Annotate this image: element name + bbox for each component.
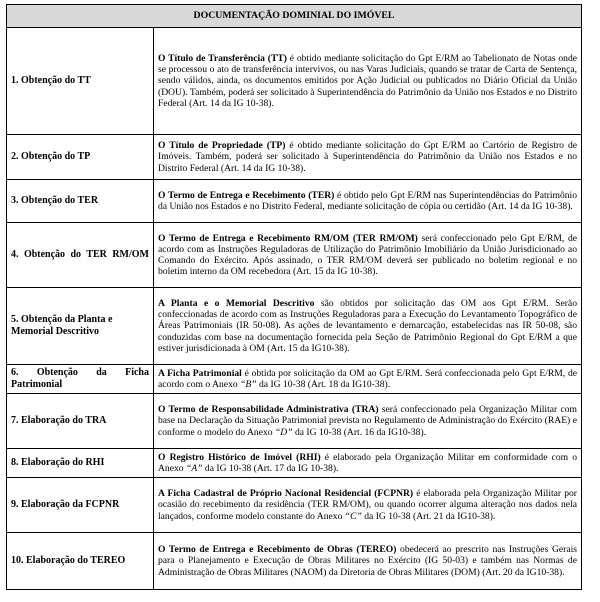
annex-ref: “C” xyxy=(344,510,362,522)
annex-ref: “B” xyxy=(240,379,257,390)
table-title: DOCUMENTAÇÃO DOMINIAL DO IMÓVEL xyxy=(7,5,582,28)
row-text: da IG 10-38 (Art. 16 da IG10-38). xyxy=(292,426,427,438)
row-lead-term: O Termo de Responsabilidade Administrativa (TRA) xyxy=(158,404,379,416)
row-label: 10. Elaboração do TEREO xyxy=(7,533,154,590)
row-description xyxy=(154,394,582,449)
row-lead-term: A Ficha Cadastral de Próprio Nacional Residencial (FCPNR) xyxy=(158,488,414,500)
documentation-table xyxy=(6,4,582,590)
row-label: 7. Elaboração do TRA xyxy=(7,394,154,449)
row-label: 4. Obtenção do TER RM/OM xyxy=(7,223,154,288)
row-lead-term: A Planta e o Memorial Descritivo xyxy=(158,298,315,310)
table-row xyxy=(7,180,582,223)
row-text: é obtido pelo Gpt E/RM nas Superintendências do Patrimônio da União nos Estados e no Distrito Federal, mediante solicitação de cópia ou certidão (Art. 14 da IG 10-38). xyxy=(158,189,577,212)
row-lead-term: A Ficha Patrimonial xyxy=(158,367,242,379)
row-text: da IG 10-38 (Art. 21 da IG10-38). xyxy=(361,510,496,522)
row-text: da IG 10-38 (Art. 17 da IG 10-38). xyxy=(202,463,339,474)
row-label: 3. Obtenção do TER xyxy=(7,180,154,223)
row-text: será confeccionado pela Organização Militar com base na Declaração da Situação Patrimonial prevista no Regulamento de Administração do Exército (RAE) e conforme o modelo do Anexo xyxy=(158,404,577,438)
row-label: 1. Obtenção do TT xyxy=(7,28,154,135)
row-label: 6. Obtenção da Ficha Patrimonial xyxy=(7,365,154,394)
row-text: da IG 10-38 (Art. 18 da IG10-38). xyxy=(256,379,391,390)
row-text: é elaborada pela Organização Militar por ocasião do recebimento da residência (TER RM/OM), ou quando ocorrer alguma alteração nos dados nela lançados, conforme modelo constante do Anexo xyxy=(158,488,577,522)
annex-ref: “A” xyxy=(185,463,203,474)
row-description xyxy=(154,135,582,180)
row-description xyxy=(154,533,582,590)
row-lead-term: O Termo de Entrega e Recebimento RM/OM (TER RM/OM) xyxy=(158,232,418,244)
row-lead-term: O Termo de Entrega e Recebimento (TER) xyxy=(158,189,335,201)
row-lead-term: O Registro Histórico de Imóvel (RHI) xyxy=(158,451,321,463)
table-row xyxy=(7,288,582,365)
row-text: é elaborado pela Organização Militar em conformidade com o Anexo xyxy=(158,451,577,474)
row-label: 5. Obtenção da Planta e Memorial Descritivo xyxy=(7,288,154,365)
row-lead-term: O Termo de Entrega e Recebimento de Obras (TEREO) xyxy=(158,544,397,556)
table-row xyxy=(7,449,582,478)
table-row xyxy=(7,135,582,180)
table-header-row xyxy=(7,5,582,28)
row-text: são obtidos por solicitação das OM aos Gpt E/RM. Serão confeccionadas de acordo com as Instruções Reguladoras para a Execução do Levantamento Topográfico de Áreas Patrimoniais (IR 50-08). As ações de levantamento e demarcação, estabelecidas nas IR 50-08, são conduzidas com base na documentação fornecida pela Seção de Patrimônio Regional do Gpt E/RM a que estiver jurisdicionada à OM (Art. 15 da IG10-38). xyxy=(158,298,577,354)
row-description xyxy=(154,288,582,365)
table-row xyxy=(7,394,582,449)
row-label: 8. Elaboração do RHI xyxy=(7,449,154,478)
row-label: 9. Elaboração da FCPNR xyxy=(7,478,154,533)
annex-ref: “D” xyxy=(274,426,293,438)
row-description xyxy=(154,449,582,478)
row-label: 2. Obtenção do TP xyxy=(7,135,154,180)
row-description xyxy=(154,478,582,533)
table-row xyxy=(7,365,582,394)
row-text: obedecerá ao prescrito nas Instruções Gerais para o Planejamento e Execução de Obras Militares no Exército (IG 50-03) e também nas Normas de Administração de Obras Militares (NAOM) da Diretoria de Obras Militares (DOM) (Art. 20 da IG10-38). xyxy=(158,544,577,578)
row-description xyxy=(154,180,582,223)
row-description xyxy=(154,223,582,288)
row-description xyxy=(154,365,582,394)
row-text: será confeccionado pelo Gpt E/RM, de acordo com as Instruções Reguladoras de Utilização do Patrimônio Imobiliário da União Jurisdicionado ao Comando do Exército. Após assinado, o TER RM/OM deverá ser publicado no boletim regional e no boletim interno da OM recebedora (Art. 15 da IG 10-38). xyxy=(158,232,577,278)
table-row xyxy=(7,28,582,135)
row-text: é obtido mediante solicitação do Gpt E/RM ao Cartório de Registro de Imóveis. Também, poderá ser solicitado à Superintendência do Patrimônio da União nos Estados e no Distrito Federal (Art. 14 da IG 10-38). xyxy=(158,140,577,174)
table-row xyxy=(7,223,582,288)
row-text: é obtido mediante solicitação do Gpt E/RM ao Tabelionato de Notas onde se processou o ato de transferência intervivos, ou nas Varas Judiciais, quando se tratar de Carta de Sentença, sendo válidos, ainda, os documentos emitidos por Ação Judicial ou publicados no Diário Oficial da União (DOU). Também, poderá ser solicitado à Superintendência do Patrimônio da União nos Estados e no Distrito Federal (Art. 14 da IG 10-38). xyxy=(158,53,577,109)
table-row xyxy=(7,478,582,533)
row-lead-term: O Título de Transferência (TT) xyxy=(158,53,287,65)
table-row xyxy=(7,533,582,590)
row-text: é obtida por solicitação da OM ao Gpt E/RM. Será confeccionada pelo Gpt E/RM, de acordo com o Anexo xyxy=(158,367,577,390)
row-lead-term: O Título de Propriedade (TP) xyxy=(158,140,286,152)
row-description xyxy=(154,28,582,135)
